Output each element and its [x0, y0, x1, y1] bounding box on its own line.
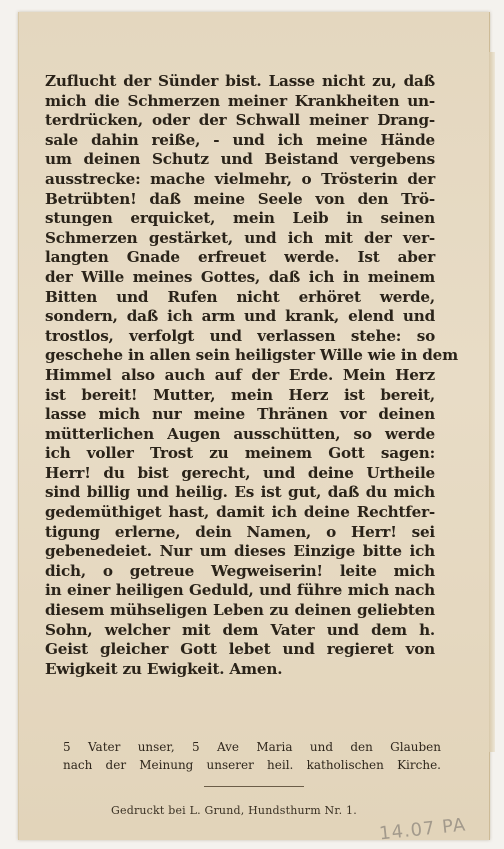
text-line: geschehe in allen sein heiligster Wille wie in dem [45, 346, 459, 365]
text-line: langten Gnade erfreuet werde. Ist aber [45, 248, 435, 267]
text-line: der Wille meines Gottes, daß ich in meinem [45, 267, 435, 286]
text-line: um deinen Schutz und Beistand vergebens [45, 150, 435, 169]
text-line: nach der Meinung unserer heil. katholischen Kirche. [63, 758, 441, 772]
text-line: ist bereit! Mutter, mein Herz ist bereit, [45, 385, 435, 404]
text-line: ausstrecke: mache vielmehr, o Trösterin der [45, 169, 435, 188]
text-line: Schmerzen gestärket, und ich mit der ver- [45, 228, 435, 247]
text-line: 5 Vater unser, 5 Ave Maria und den Glauben [63, 740, 441, 754]
text-line: stungen erquicket, mein Leib in seinen [45, 209, 435, 228]
text-line: sind billig und heilig. Es ist gut, daß du mich [45, 483, 435, 502]
paper-sheet [18, 12, 490, 845]
closing-instruction [63, 738, 441, 774]
text-line: in einer heiligen Geduld, und führe mich nach [45, 581, 435, 600]
text-line: mütterlichen Augen ausschütten, so werde [45, 424, 435, 443]
text-line: terdrücken, oder der Schwall meiner Drang- [45, 111, 435, 130]
text-line: Bitten und Rufen nicht erhöret werde, [45, 287, 435, 306]
text-line: dich, o getreue Wegweiserin! leite mich [45, 561, 435, 580]
text-line: Betrübten! daß meine Seele von den Trö- [45, 189, 435, 208]
text-line: gebenedeiet. Nur um dieses Einzige bitte ich [45, 542, 435, 561]
divider-rule [204, 786, 304, 787]
printer-imprint: Gedruckt bei L. Grund, Hundsthurm Nr. 1. [111, 804, 357, 817]
text-line: Ewigkeit zu Ewigkeit. Amen. [45, 659, 283, 678]
text-line: diesem mühseligen Leben zu deinen geliebten [45, 601, 435, 620]
text-line: sale dahin reiße, - und ich meine Hände [45, 130, 435, 149]
text-line: Himmel also auch auf der Erde. Mein Herz [45, 365, 435, 384]
text-line: tigung erlerne, dein Namen, o Herr! sei [45, 522, 435, 541]
text-line: trostlos, verfolgt und verlassen stehe: so [45, 326, 435, 345]
text-line: Herr! du bist gerecht, und deine Urtheile [45, 463, 435, 482]
pencil-catalog-mark: 14.07 PA [378, 814, 468, 845]
text-line: Sohn, welcher mit dem Vater und dem h. [45, 620, 435, 639]
text-line: sondern, daß ich arm und krank, elend und [45, 307, 435, 326]
text-line: lasse mich nur meine Thränen vor deinen [45, 405, 435, 424]
text-line: Geist gleicher Gott lebet und regieret von [45, 640, 435, 659]
prayer-text [45, 72, 459, 679]
text-line: Zuflucht der Sünder bist. Lasse nicht zu, daß [45, 72, 435, 90]
text-line: ich voller Trost zu meinem Gott sagen: [45, 444, 435, 463]
text-line: mich die Schmerzen meiner Krankheiten un- [45, 91, 435, 110]
text-line: gedemüthiget hast, damit ich deine Rechtfer- [45, 503, 435, 522]
